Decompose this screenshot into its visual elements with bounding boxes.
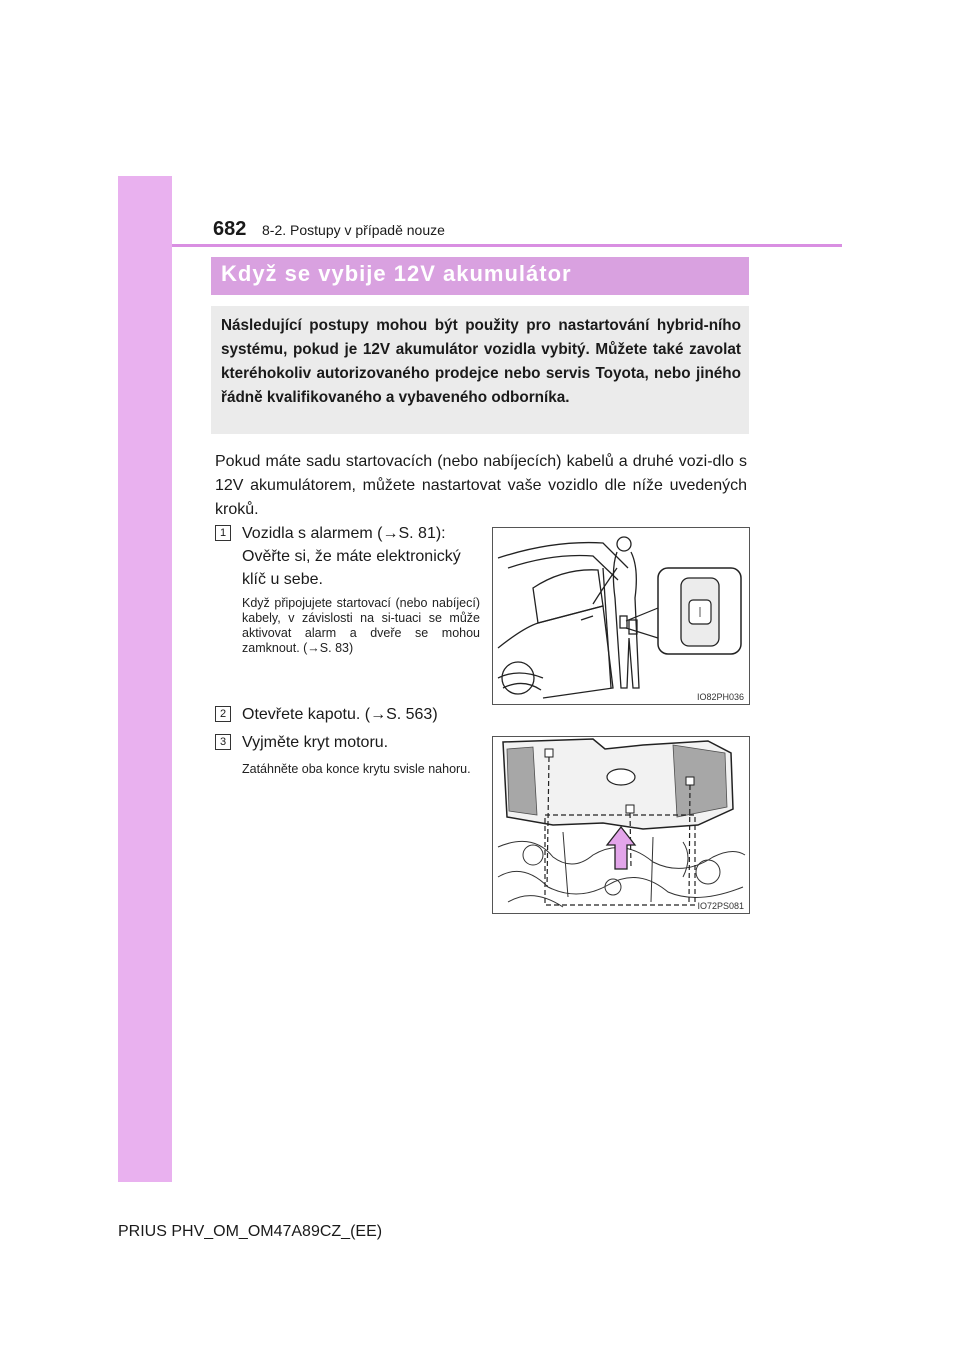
figure-code-2: IO72PS081 [697, 901, 744, 911]
footer-doc-code: PRIUS PHV_OM_OM47A89CZ_(EE) [118, 1223, 383, 1240]
step-3-note: Zatáhněte oba konce krytu svisle nahoru. [242, 762, 471, 776]
engine-cover-illustration [493, 737, 749, 913]
step-3-text: Vyjměte kryt motoru. [242, 734, 389, 751]
page-number: 682 [213, 218, 247, 240]
step-number-1: 1 [215, 525, 231, 541]
car-door-illustration [493, 528, 749, 704]
step-number-2: 2 [215, 706, 231, 722]
step-number-3: 3 [215, 734, 231, 750]
intro-text: Následující postupy mohou být použity pro nastartování hybrid-ního systému, pokud je 12V akumulátor vozidla vybitý. Můžete také zavolat kteréhokoliv autorizovaného prodejce nebo servis Toyota, nebo jiného řádně kvalifikovaného a vybaveného odborníka. [221, 317, 741, 406]
section-title: Když se vybije 12V akumulátor [221, 261, 572, 286]
figure-code-1: IO82PH036 [696, 692, 744, 702]
step-1-text: Vozidla s alarmem (→S. 81): Ověřte si, že máte elektronický klíč u sebe. [242, 525, 461, 588]
intro-box [211, 306, 749, 434]
figure-engine-cover [492, 736, 750, 914]
header-divider [172, 244, 842, 247]
step-2-text: Otevřete kapotu. (→S. 563) [242, 706, 438, 723]
step-1-note: Když připojujete startovací (nebo nabíjecí) kabely, v závislosti na si-tuaci se může aktivovat alarm a dveře se mohou zamknout. (→S. 83) [242, 596, 480, 655]
section-title-bar [211, 257, 749, 295]
figure-car-door-key [492, 527, 750, 705]
body-paragraph: Pokud máte sadu startovacích (nebo nabíjecích) kabelů a druhé vozi-dlo s 12V akumulátorem, můžete nastartovat vaše vozidlo dle níže uvedených kroků. [215, 453, 747, 518]
section-label: 8-2. Postupy v případě nouze [262, 222, 445, 238]
chapter-side-strip [118, 176, 172, 1182]
